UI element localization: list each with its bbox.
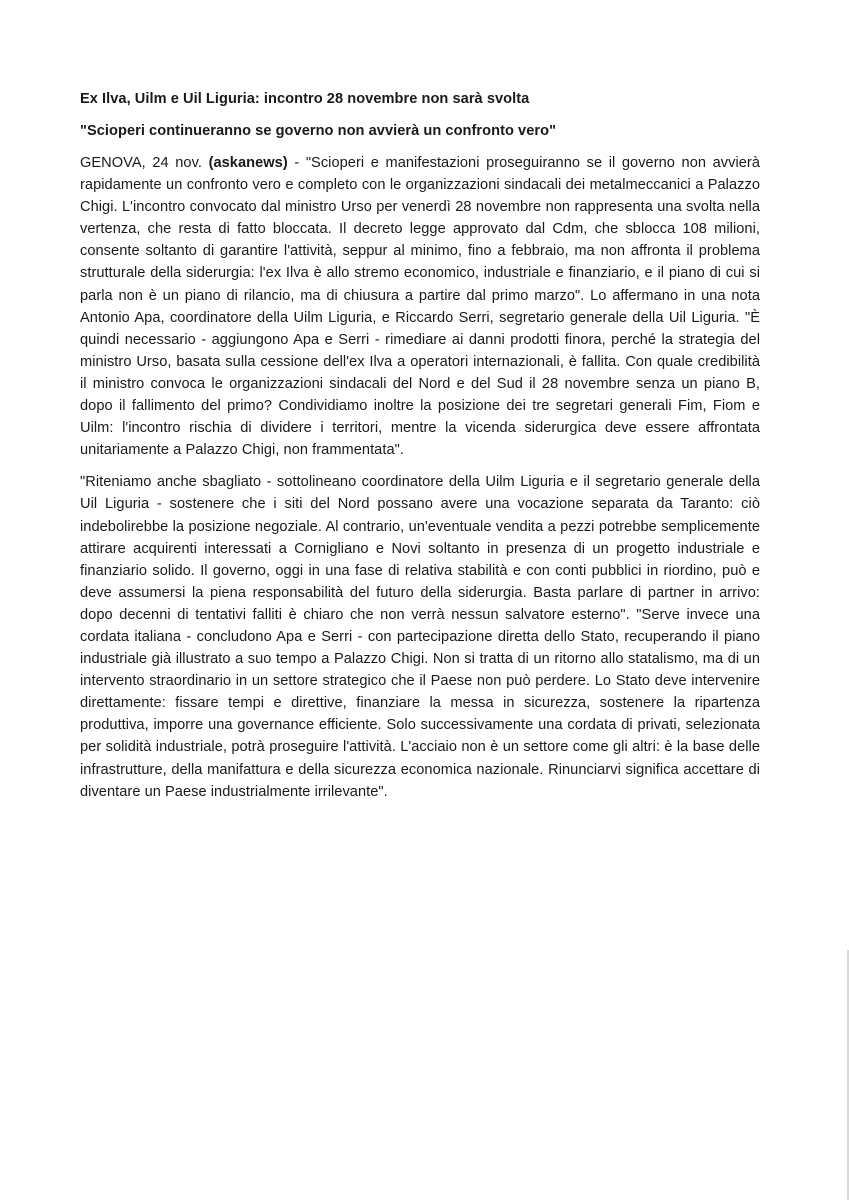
dateline: GENOVA, 24 nov. [80, 155, 202, 171]
paragraph-1-body: - "Scioperi e manifestazioni proseguiranno se il governo non avvierà rapidamente un confronto vero e completo con le organizzazioni sindacali dei metalmeccanici a Palazzo Chigi. L'incontro convocato dal ministro Urso per venerdì 28 novembre non rappresenta una svolta nella vertenza, che resta di fatto bloccata. Il decreto legge approvato dal Cdm, che sblocca 108 milioni, consente soltanto di garantire l'attività, seppur al minimo, fino a febbraio, ma non affronta il problema strutturale della siderurgia: l'ex Ilva è allo stremo economico, industriale e finanziario, e il piano di cui si parla non è un piano di rilancio, ma di chiusura a partire dal primo marzo". Lo affermano in una nota Antonio Apa, coordinatore della Uilm Liguria, e Riccardo Serri, segretario generale della Uil Liguria. "È quindi necessario - aggiungono Apa e Serri - rimediare ai danni prodotti finora, perché la strategia del ministro Urso, basata sulla cessione dell'ex Ilva a operatori internazionali, è fallita. Con quale credibilità il ministro convoca le organizzazioni sindacali del Nord e del Sud il 28 novembre senza un piano B, dopo il fallimento del primo? Condividiamo inoltre la posizione dei tre segretari generali Fim, Fiom e Uilm: l'incontro rischia di dividere i territori, mentre la vicenda siderurgica deve essere affrontata unitariamente a Palazzo Chigi, non frammentata". [80, 155, 761, 459]
news-source: (askanews) [208, 155, 288, 171]
headline: Ex Ilva, Uilm e Uil Liguria: incontro 28 novembre non sarà svolta [80, 91, 530, 107]
subheadline: "Scioperi continueranno se governo non avvierà un confronto vero" [80, 123, 557, 139]
document-content [80, 88, 760, 813]
paragraph-1 [80, 152, 760, 461]
paragraph-2: "Riteniamo anche sbagliato - sottolineano coordinatore della Uilm Liguria e il segretario generale della Uil Liguria - sostenere che i siti del Nord possano avere una vocazione separata da Taranto: ciò indebolirebbe la posizione negoziale. Al contrario, un'eventuale vendita a pezzi potrebbe semplicemente attirare acquirenti interessati a Cornigliano e Novi soltanto in presenza di un progetto industriale e finanziario solido. Il governo, oggi in una fase di relativa stabilità e con conti pubblici in riordino, può e deve assumersi la piena responsabilità del futuro della siderurgia. Basta parlare di partner in arrivo: dopo decenni di tentativi falliti è chiaro che non verrà nessun salvatore esterno". "Serve invece una cordata italiana - concludono Apa e Serri - con partecipazione diretta dello Stato, recuperando il piano industriale già illustrato a suo tempo a Palazzo Chigi. Non si tratta di un ritorno allo statalismo, ma di un intervento straordinario in un settore strategico che il Paese non può perdere. Lo Stato deve intervenire direttamente: fissare tempi e direttive, finanziare la messa in sicurezza, sostenere la ripartenza produttiva, imporre una governance efficiente. Solo successivamente una cordata di privati, selezionata per solidità industriale, potrà proseguire l'attività. L'acciaio non è un settore come gli altri: è la base delle infrastrutture, della manifattura e della sicurezza economica nazionale. Rinunciarvi significa accettare di diventare un Paese industrialmente irrilevante". [80, 474, 760, 800]
